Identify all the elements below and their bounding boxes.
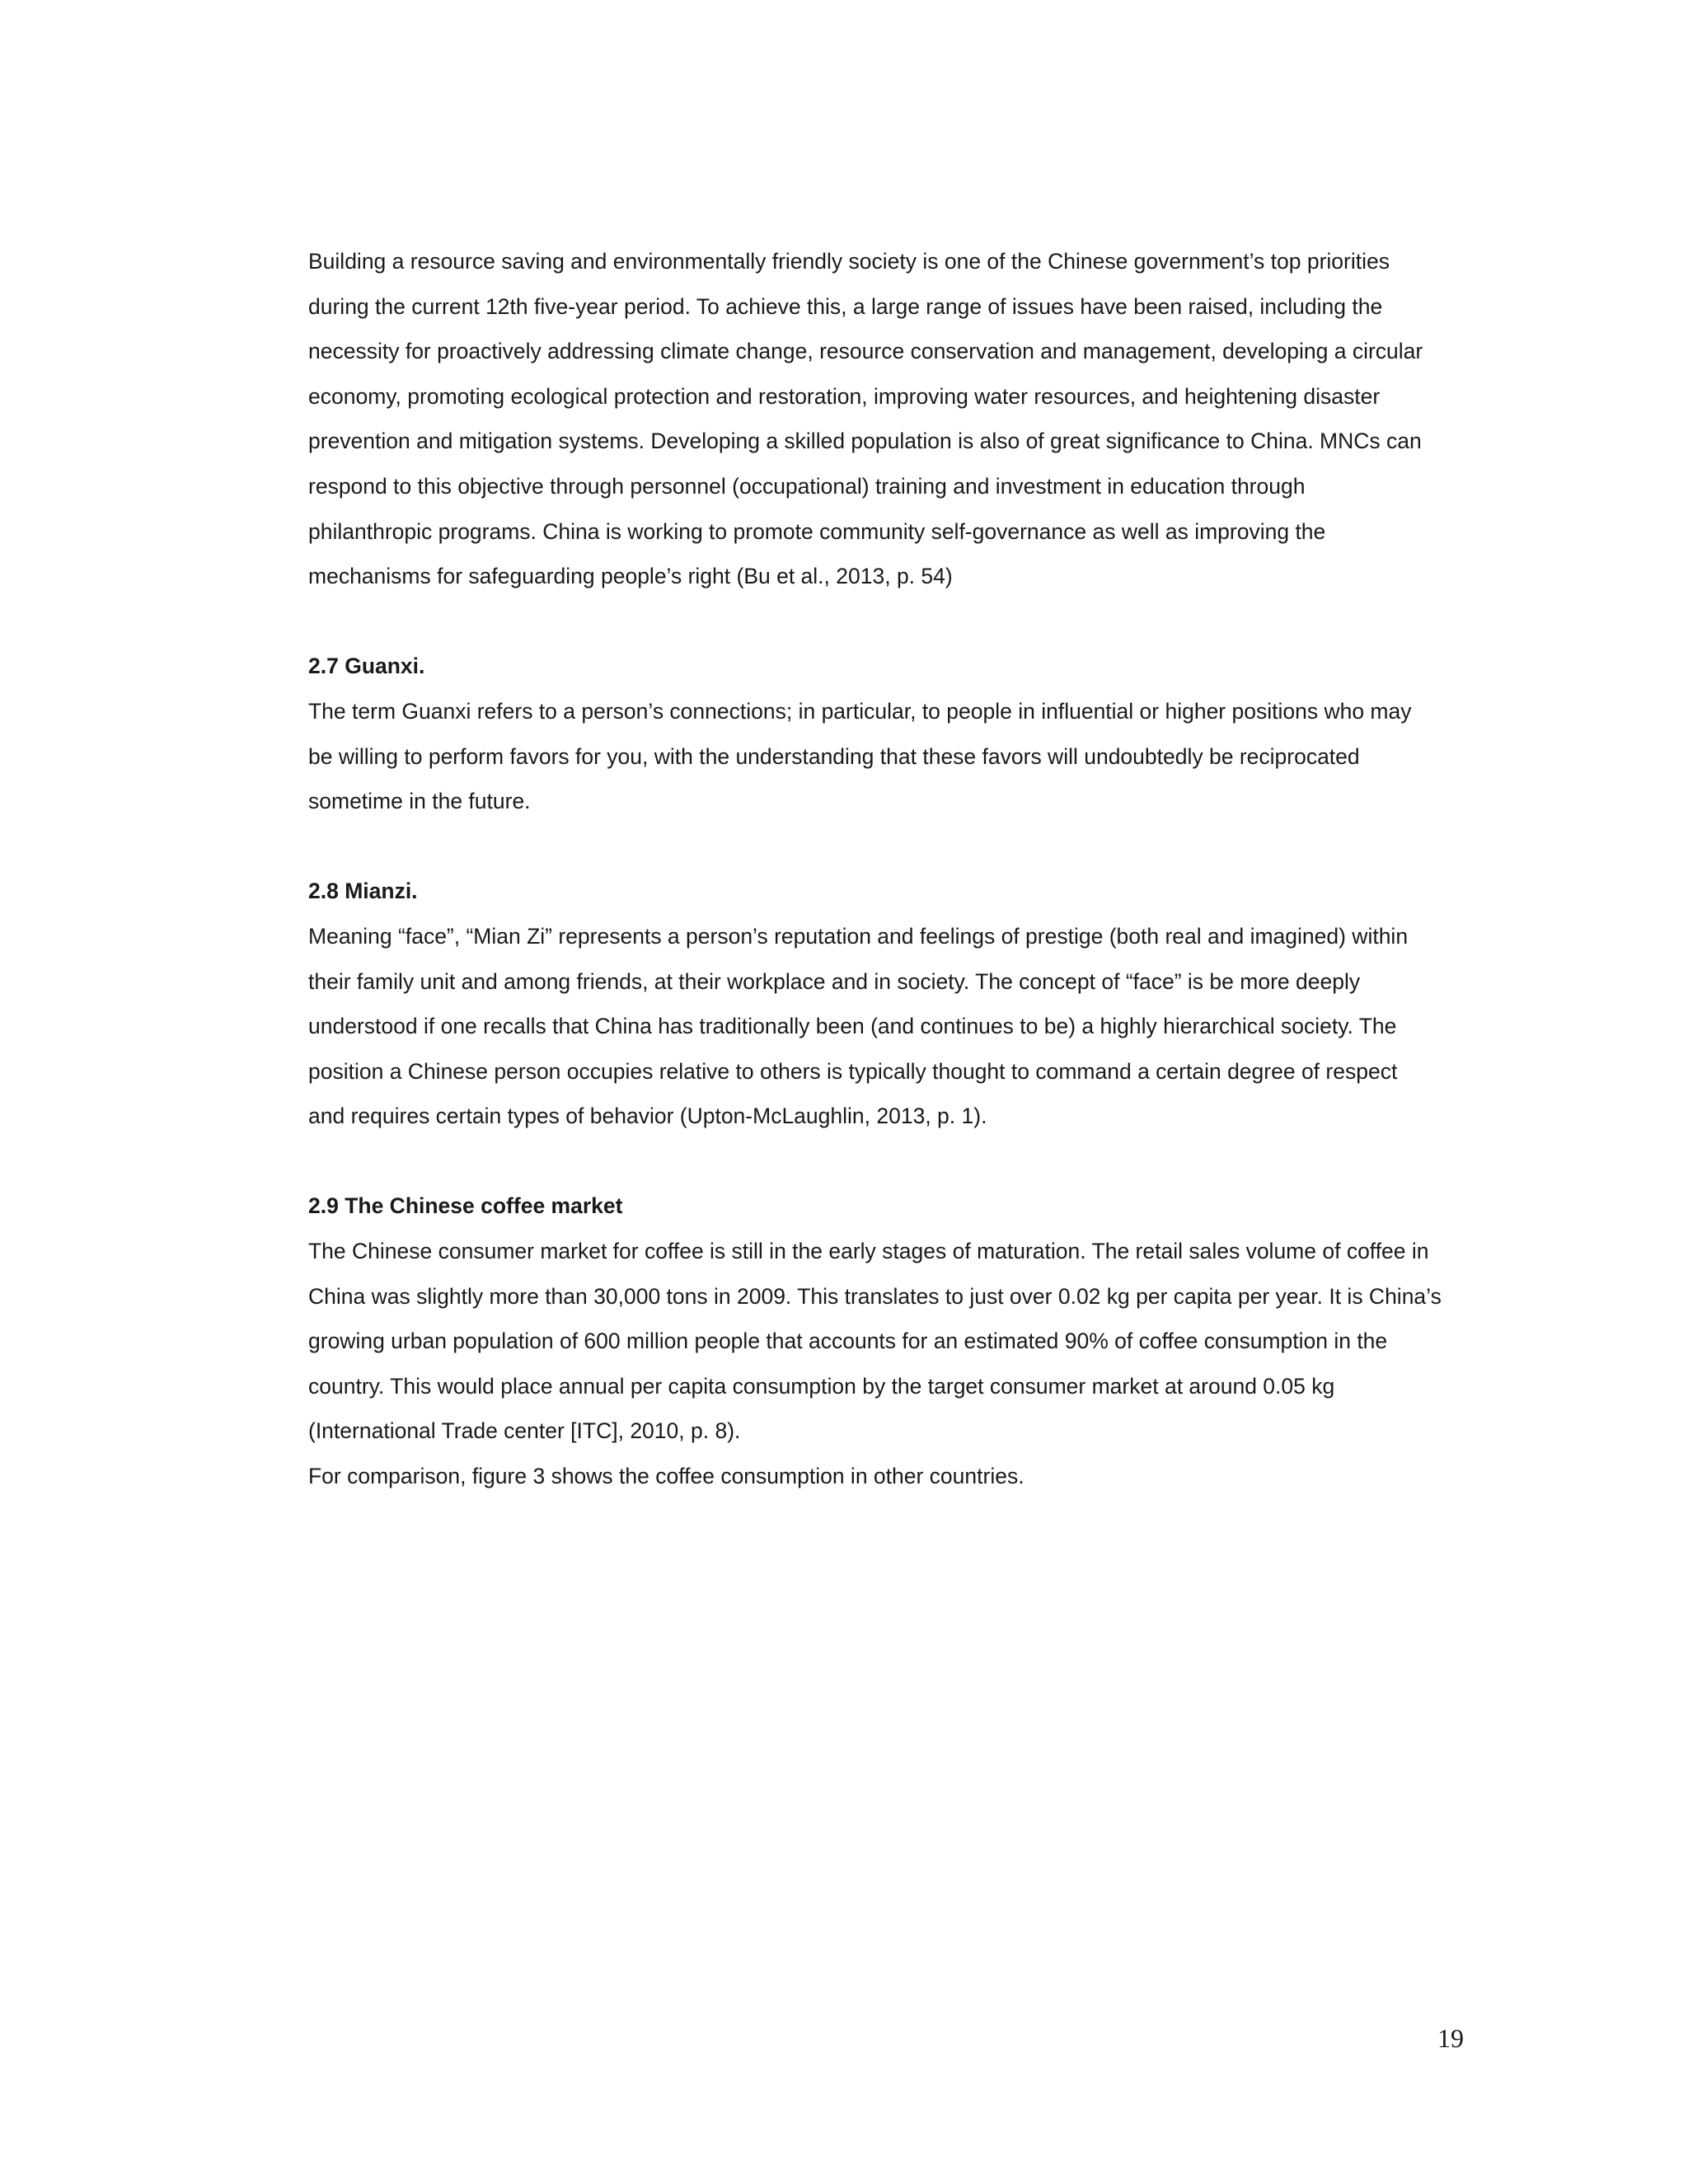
section-heading-guanxi: 2.7 Guanxi. [308, 654, 425, 679]
paragraph-mianzi: Meaning “face”, “Mian Zi” represents a person’s reputation and feelings of prestige (both real and imagined) within their family unit and among friends, at their workplace and in society. The concept of “face” is be more deeply understood if one recalls that China has traditionally been (and continues to be) a highly hierarchical society. The position a Chinese person occupies relative to others is typically thought to command a certain degree of respect and requires certain types of behavior (Upton-McLaughlin, 2013, p. 1). [308, 923, 1409, 1129]
paragraph-guanxi: The term Guanxi refers to a person’s connections; in particular, to people in influential or higher positions who may be willing to perform favors for you, with the understanding that these favors will undoubtedly be reciprocated sometime in the future. [308, 698, 1412, 814]
section-heading-coffee-market: 2.9 The Chinese coffee market [308, 1193, 623, 1219]
page-number: 19 [1437, 2023, 1464, 2053]
section-heading-mianzi: 2.8 Mianzi. [308, 879, 418, 904]
paragraph-intro: Building a resource saving and environmentally friendly society is one of the Chinese government’s top priorities during the current 12th five-year period. To achieve this, a large range of issues have been raised, including the necessity for proactively addressing climate change, resource conservation and management, developing a circular economy, promoting ecological protection and restoration, improving water resources, and heightening disaster prevention and mitigation systems. Developing a skilled population is also of great significance to China. MNCs can respond to this objective through personnel (occupational) training and investment in education through philanthropic programs. China is working to promote community self-governance as well as improving the mechanisms for safeguarding people’s right (Bu et al., 2013, p. 54) [308, 249, 1423, 589]
paragraph-comparison: For comparison, figure 3 shows the coffee consumption in other countries. [308, 1464, 1025, 1489]
paragraph-coffee-market: The Chinese consumer market for coffee is still in the early stages of maturation. The retail sales volume of coffee in China was slightly more than 30,000 tons in 2009. This translates to just over 0.02 kg per capita per year. It is China’s growing urban population of 600 million people that accounts for an estimated 90% of coffee consumption in the country. This would place annual per capita consumption by the target consumer market at around 0.05 kg (International Trade center [ITC], 2010, p. 8). [308, 1239, 1442, 1444]
page-body [308, 239, 1479, 1499]
